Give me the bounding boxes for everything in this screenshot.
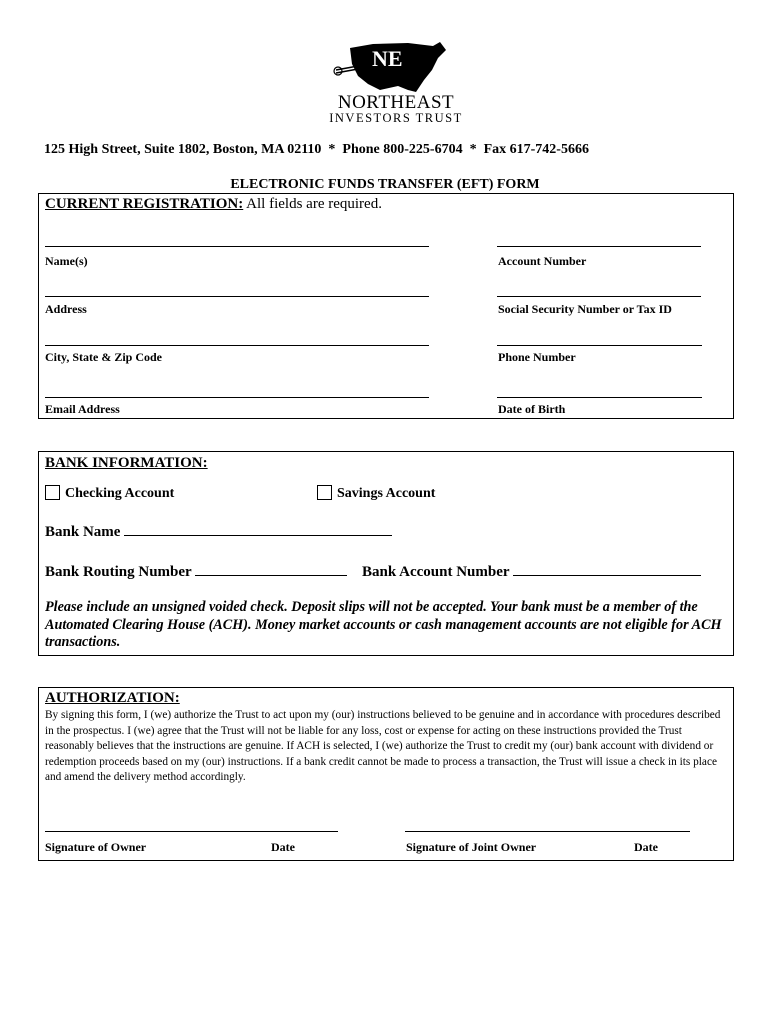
checking-checkbox[interactable] — [45, 485, 60, 500]
authorization-heading: AUTHORIZATION: — [45, 690, 180, 706]
logo-mark: NE — [372, 46, 403, 71]
account-number-field[interactable] — [497, 246, 701, 247]
logo-subtitle: INVESTORS TRUST — [329, 111, 463, 125]
joint-signature-field[interactable] — [405, 831, 690, 832]
bank-account-field[interactable] — [513, 563, 701, 576]
form-title: ELECTRONIC FUNDS TRANSFER (EFT) FORM — [230, 177, 540, 192]
name-label: Name(s) — [45, 254, 88, 268]
savings-option[interactable] — [317, 485, 435, 502]
savings-label: Savings Account — [337, 486, 436, 501]
joint-date-label: Date — [634, 840, 658, 854]
owner-signature-field[interactable] — [45, 831, 338, 832]
bank-name-field[interactable] — [124, 523, 392, 536]
joint-signature-label: Signature of Joint Owner — [406, 840, 537, 854]
bank-notice: Please include an unsigned voided check. Deposit slips will not be accepted. Your bank must be a member of the Automated Clearing House (ACH). Money market accounts or cash management accounts are not eligible for ACH transactions. — [45, 599, 722, 650]
city-state-zip-label: City, State & Zip Code — [45, 350, 162, 364]
dob-field[interactable] — [497, 397, 702, 398]
bank-account-row — [362, 563, 701, 581]
bank-heading: BANK INFORMATION: — [45, 455, 208, 471]
savings-checkbox[interactable] — [317, 485, 332, 500]
email-label: Email Address — [45, 402, 120, 416]
routing-field[interactable] — [195, 563, 347, 576]
company-logo — [328, 40, 468, 130]
bank-name-row — [45, 523, 392, 541]
address-label: Address — [45, 302, 87, 316]
us-map-logo-icon — [328, 40, 468, 100]
registration-heading-row — [45, 196, 382, 213]
account-number-label: Account Number — [498, 254, 587, 268]
company-address: 125 High Street, Suite 1802, Boston, MA 02110 * Phone 800-225-6704 * Fax 617-742-5666 — [44, 142, 589, 157]
owner-signature-label: Signature of Owner — [45, 840, 147, 854]
logo-name: NORTHEAST — [337, 92, 455, 113]
bank-name-label: Bank Name — [45, 524, 121, 540]
routing-label: Bank Routing Number — [45, 564, 192, 580]
ssn-label: Social Security Number or Tax ID — [498, 302, 672, 316]
dob-label: Date of Birth — [498, 402, 566, 416]
email-field[interactable] — [45, 397, 429, 398]
owner-date-label: Date — [271, 840, 295, 854]
phone-field[interactable] — [497, 345, 702, 346]
registration-note: All fields are required. — [246, 196, 382, 212]
checking-label: Checking Account — [65, 486, 175, 501]
registration-heading: CURRENT REGISTRATION: — [45, 196, 244, 212]
phone-label: Phone Number — [498, 350, 576, 364]
address-field[interactable] — [45, 296, 429, 297]
name-field[interactable] — [45, 246, 429, 247]
checking-option[interactable] — [45, 485, 174, 502]
ssn-field[interactable] — [497, 296, 701, 297]
routing-row — [45, 563, 347, 581]
bank-account-label: Bank Account Number — [362, 564, 510, 580]
city-state-zip-field[interactable] — [45, 345, 429, 346]
authorization-text: By signing this form, I (we) authorize the Trust to act upon my (our) instructions believed to be genuine and in accordance with procedures described in the prospectus. I (we) agree that the Trust will not be liable for any loss, cost or expense for acting on these instructions provided the Trust reasonably believes that the instructions are genuine. If ACH is selected, I (we) authorize the Trust to credit my (our) bank account with dividend or redemption proceeds based on my (our) instructions. If a bank credit cannot be made to process a transaction, the Trust will issue a check in its place and amend the delivery method accordingly. — [45, 709, 721, 783]
